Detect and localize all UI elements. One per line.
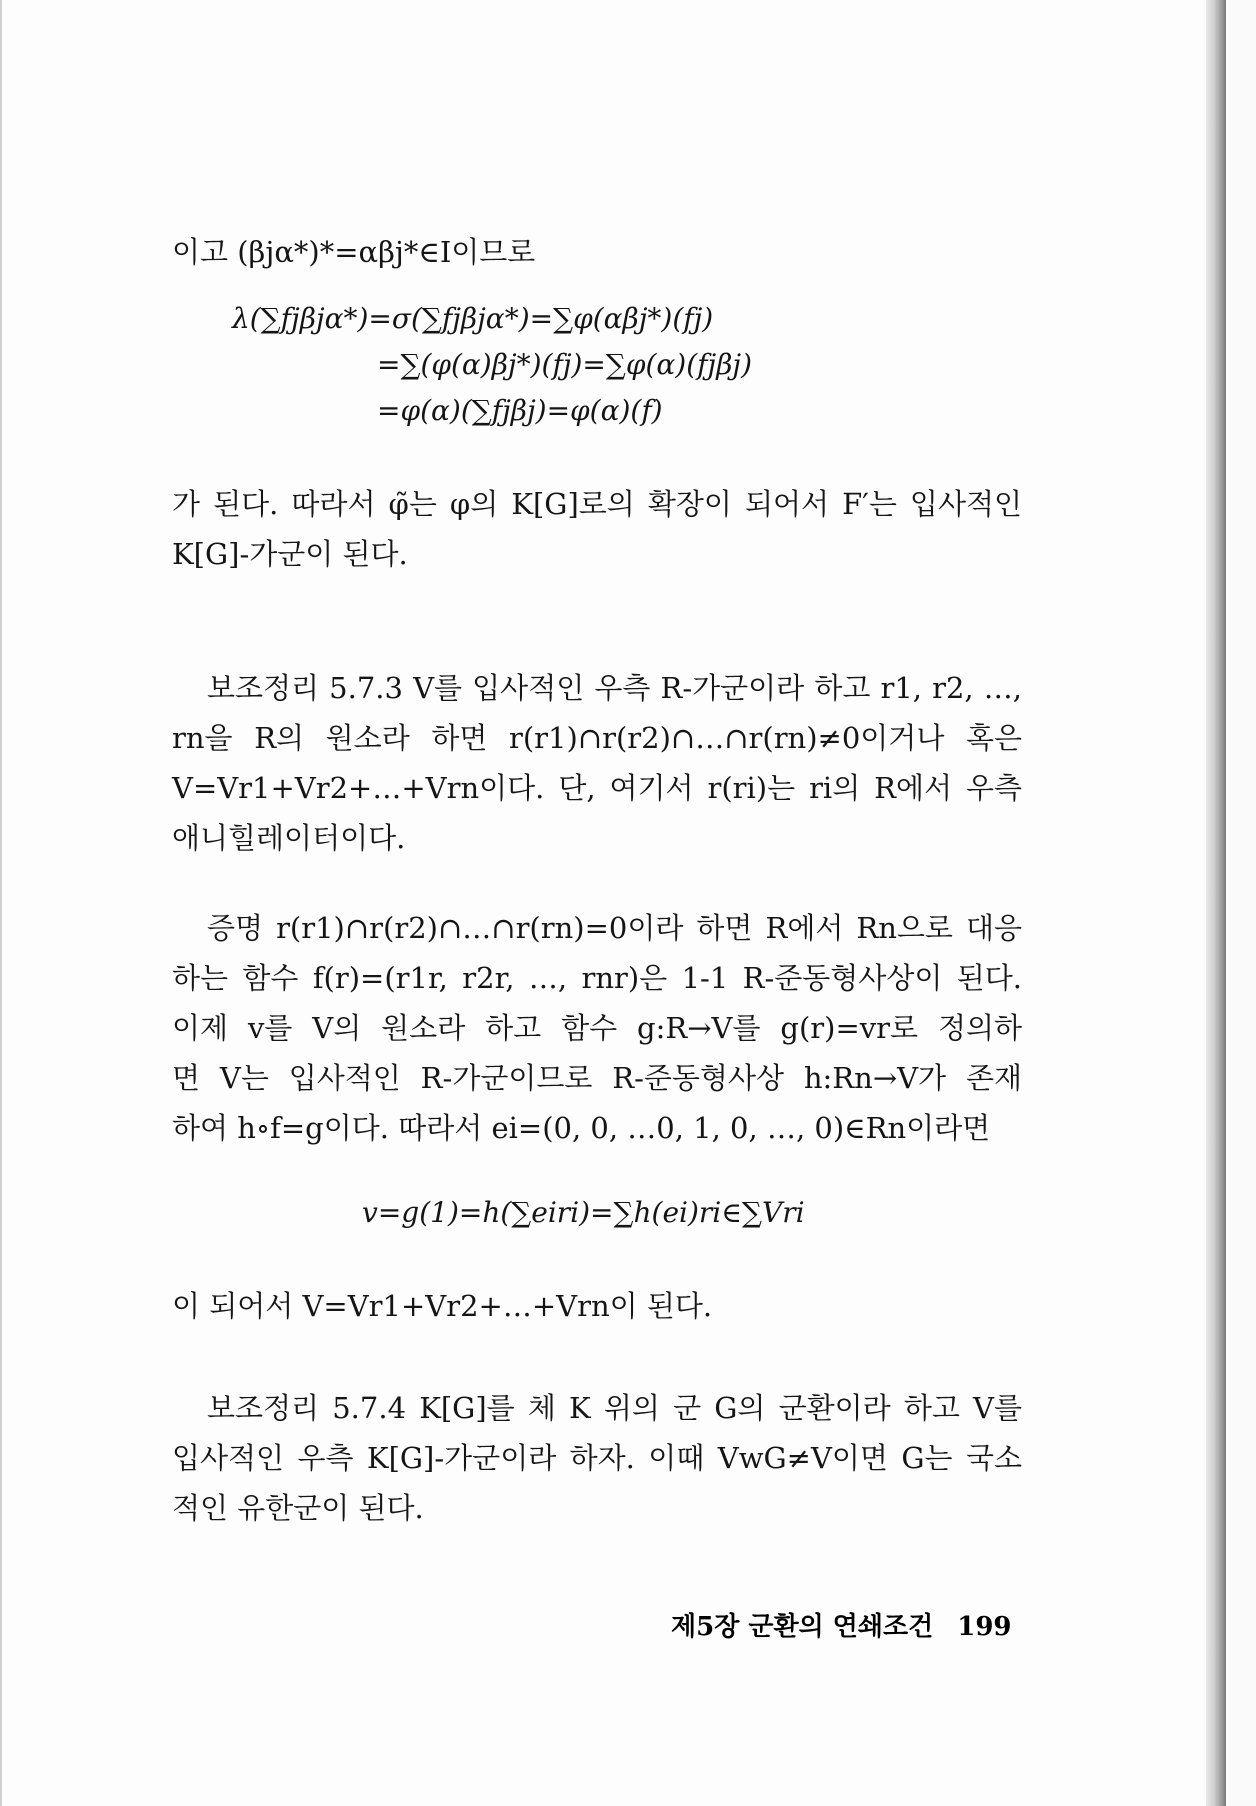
lemma-line: 애니힐레이터이다. <box>172 821 406 855</box>
lemma-5-7-4-heading: 보조정리 5.7.4 K[G]를 체 K 위의 군 G의 군환이라 하고 V를 <box>207 1391 1022 1425</box>
lemma-line: 적인 유한군이 된다. <box>172 1491 424 1525</box>
proof-line: 하여 h∘f=g이다. 따라서 ei=(0, 0, …0, 1, 0, …, 0)∈Rn이라면 <box>172 1111 991 1145</box>
proof-line: 면 V는 입사적인 R-가군이므로 R-준동형사상 h:Rn→V가 존재 <box>172 1061 1022 1095</box>
text-line: 이고 (βjα*)*=αβj*∈I이므로 <box>172 235 536 269</box>
lemma-line: V=Vr1+Vr2+…+Vrn이다. 단, 여기서 r(ri)는 ri의 R에서 우측 <box>172 771 1022 805</box>
paragraph-line: 가 된다. 따라서 φ̃는 φ의 K[G]로의 확장이 되어서 F′는 입사적인 <box>172 487 1022 521</box>
paragraph-line: K[G]-가군이 된다. <box>172 537 408 571</box>
page-number: 199 <box>957 1612 1012 1642</box>
page-footer <box>671 1606 1012 1643</box>
equation-line-4: v=g(1)=h(∑eiri)=∑h(ei)ri∈∑Vri <box>362 1196 805 1229</box>
page-edge-shadow <box>1206 0 1226 1806</box>
book-page <box>2 0 1208 1806</box>
equation-line-1: λ(∑fjβjα*)=σ(∑fjβjα*)=∑φ(αβj*)(fj) <box>232 302 714 335</box>
equation-line-3: =φ(α)(∑fjβj)=φ(α)(f) <box>377 394 663 427</box>
lemma-line: rn을 R의 원소라 하면 r(r1)∩r(r2)∩…∩r(rn)≠0이거나 혹은 <box>172 721 1022 755</box>
proof-line: 하는 함수 f(r)=(r1r, r2r, …, rnr)은 1-1 R-준동형사상이 된다. <box>172 961 1022 995</box>
lemma-line: 입사적인 우측 K[G]-가군이라 하자. 이때 VwG≠V이면 G는 국소 <box>172 1441 1022 1475</box>
proof-line: 이제 v를 V의 원소라 하고 함수 g:R→V를 g(r)=vr로 정의하 <box>172 1011 1022 1045</box>
lemma-5-7-3-heading: 보조정리 5.7.3 V를 입사적인 우측 R-가군이라 하고 r1, r2, …, <box>207 671 1022 705</box>
chapter-title: 제5장 군환의 연쇄조건 <box>671 1612 934 1642</box>
proof-heading: 증명 r(r1)∩r(r2)∩…∩r(rn)=0이라 하면 R에서 Rn으로 대응 <box>207 911 1022 945</box>
paragraph-line: 이 되어서 V=Vr1+Vr2+…+Vrn이 된다. <box>172 1289 713 1323</box>
equation-line-2: =∑(φ(α)βj*)(fj)=∑φ(α)(fjβj) <box>377 348 752 381</box>
page-margin <box>1226 0 1256 1806</box>
